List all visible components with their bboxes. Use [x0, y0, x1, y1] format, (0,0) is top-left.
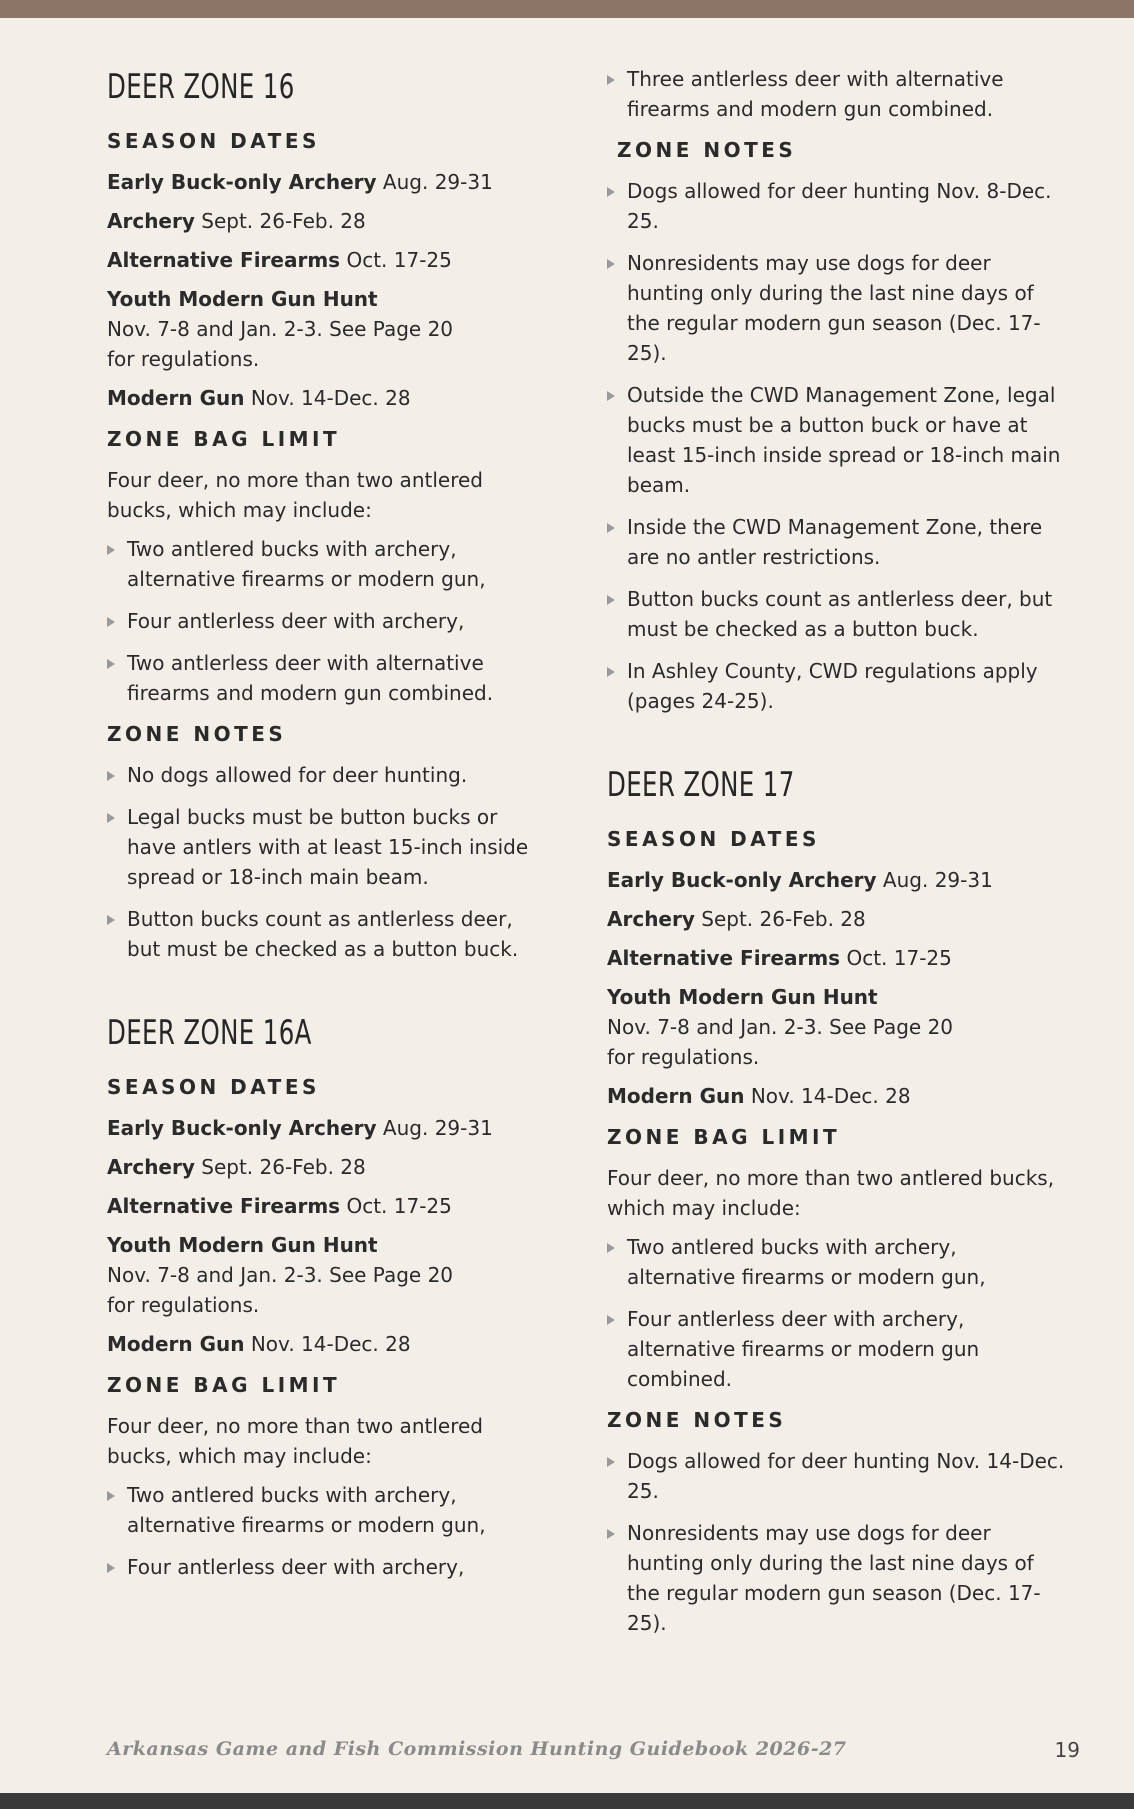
deer-zone-16	[107, 62, 547, 964]
bullet-triangle-icon	[607, 1243, 615, 1253]
archery-label: Archery	[107, 209, 195, 233]
modern-gun-date: Nov. 14-Dec. 28	[750, 1084, 911, 1108]
list-item-text: Two antlered bucks with archery, alternative firearms or modern gun,	[627, 1235, 986, 1289]
list-item	[607, 248, 1067, 368]
zone-notes-heading: ZONE NOTES	[617, 138, 797, 162]
youth-hunt-line	[607, 982, 1067, 1072]
modern-gun-line	[107, 383, 547, 413]
archery-label: Archery	[107, 1155, 195, 1179]
alt-firearms-date: Oct. 17-25	[346, 248, 452, 272]
archery-date: Sept. 26-Feb. 28	[201, 209, 366, 233]
early-archery-line	[607, 865, 1067, 895]
season-dates-heading: SEASON DATES	[107, 1075, 320, 1099]
bullet-triangle-icon	[607, 75, 615, 85]
zone-notes-heading: ZONE NOTES	[107, 722, 287, 746]
list-item-text: Four antlerless deer with archery,	[127, 1555, 465, 1579]
list-item	[107, 606, 547, 636]
list-item-text: Two antlered bucks with archery, alternative firearms or modern gun,	[127, 537, 486, 591]
bullet-triangle-icon	[107, 813, 115, 823]
bullet-triangle-icon	[107, 659, 115, 669]
bullet-triangle-icon	[107, 1491, 115, 1501]
early-archery-label: Early Buck-only Archery	[107, 1116, 377, 1140]
deer-zone-16a-continued	[607, 64, 1067, 716]
season-dates-heading: SEASON DATES	[107, 129, 320, 153]
bullet-triangle-icon	[107, 771, 115, 781]
list-item	[607, 512, 1067, 572]
bag-limit-list-continued	[607, 64, 1067, 124]
bullet-triangle-icon	[607, 1529, 615, 1539]
list-item-text: Four antlerless deer with archery, alternative firearms or modern gun combined.	[627, 1307, 980, 1391]
bullet-triangle-icon	[107, 1563, 115, 1573]
list-item-text: Three antlerless deer with alternative firearms and modern gun combined.	[627, 67, 1004, 121]
bag-limit-intro: Four deer, no more than two antlered bucks, which may include:	[107, 468, 483, 522]
list-item-text: Two antlerless deer with alternative firearms and modern gun combined.	[127, 651, 494, 705]
bullet-triangle-icon	[607, 391, 615, 401]
list-item-text: In Ashley County, CWD regulations apply (pages 24-25).	[627, 659, 1038, 713]
zone-title: DEER ZONE 17	[607, 765, 795, 805]
early-archery-date: Aug. 29-31	[382, 1116, 493, 1140]
top-border	[0, 0, 1134, 18]
alt-firearms-date: Oct. 17-25	[346, 1194, 452, 1218]
alt-firearms-label: Alternative Firearms	[107, 1194, 341, 1218]
youth-hunt-dates: Nov. 7-8 and Jan. 2-3. See Page 20	[107, 317, 454, 341]
list-item	[107, 1552, 547, 1582]
bag-limit-list	[107, 534, 547, 708]
right-column	[607, 64, 1067, 1650]
list-item-text: Button bucks count as antlerless deer, but must be checked as a button buck.	[127, 907, 519, 961]
modern-gun-date: Nov. 14-Dec. 28	[250, 386, 411, 410]
youth-hunt-label: Youth Modern Gun Hunt	[107, 1233, 378, 1257]
list-item	[107, 802, 547, 892]
zone-title: DEER ZONE 16	[107, 67, 295, 107]
zone-notes-heading: ZONE NOTES	[607, 1408, 787, 1432]
youth-hunt-label: Youth Modern Gun Hunt	[107, 287, 378, 311]
zone-title: DEER ZONE 16A	[107, 1013, 312, 1053]
youth-hunt-label: Youth Modern Gun Hunt	[607, 985, 878, 1009]
alt-firearms-line	[107, 1191, 547, 1221]
bullet-triangle-icon	[107, 545, 115, 555]
alt-firearms-line	[607, 943, 1067, 973]
archery-date: Sept. 26-Feb. 28	[201, 1155, 366, 1179]
modern-gun-line	[607, 1081, 1067, 1111]
early-archery-label: Early Buck-only Archery	[607, 868, 877, 892]
bag-limit-intro: Four deer, no more than two antlered bucks, which may include:	[107, 1414, 483, 1468]
list-item	[107, 648, 547, 708]
list-item	[107, 534, 547, 594]
early-archery-line	[107, 167, 547, 197]
bag-limit-list	[107, 1480, 547, 1582]
youth-hunt-line	[107, 284, 547, 374]
youth-hunt-line	[107, 1230, 547, 1320]
bag-limit-heading: ZONE BAG LIMIT	[107, 1373, 341, 1397]
alt-firearms-line	[107, 245, 547, 275]
alt-firearms-label: Alternative Firearms	[107, 248, 341, 272]
list-item-text: Four antlerless deer with archery,	[127, 609, 465, 633]
early-archery-date: Aug. 29-31	[382, 170, 493, 194]
early-archery-date: Aug. 29-31	[882, 868, 993, 892]
list-item-text: No dogs allowed for deer hunting.	[127, 763, 468, 787]
zone-notes-list	[607, 176, 1067, 716]
modern-gun-line	[107, 1329, 547, 1359]
youth-hunt-dates: Nov. 7-8 and Jan. 2-3. See Page 20	[607, 1015, 954, 1039]
bullet-triangle-icon	[607, 187, 615, 197]
season-dates-heading: SEASON DATES	[607, 827, 820, 851]
bullet-triangle-icon	[607, 595, 615, 605]
bullet-triangle-icon	[607, 1315, 615, 1325]
bullet-triangle-icon	[607, 259, 615, 269]
list-item	[607, 64, 1067, 124]
youth-hunt-regs: for regulations.	[107, 347, 260, 371]
list-item-text: Nonresidents may use dogs for deer hunting only during the last nine days of the regular modern gun season (Dec. 17-25).	[627, 1521, 1041, 1635]
archery-line	[107, 206, 547, 236]
bag-limit-heading: ZONE BAG LIMIT	[107, 427, 341, 451]
list-item	[607, 1446, 1067, 1506]
bullet-triangle-icon	[607, 667, 615, 677]
youth-hunt-regs: for regulations.	[107, 1293, 260, 1317]
zone-notes-list	[607, 1446, 1067, 1638]
list-item-text: Inside the CWD Management Zone, there are no antler restrictions.	[627, 515, 1043, 569]
bullet-triangle-icon	[107, 617, 115, 627]
youth-hunt-regs: for regulations.	[607, 1045, 760, 1069]
bag-limit-intro: Four deer, no more than two antlered bucks, which may include:	[607, 1166, 1055, 1220]
zone-notes-list	[107, 760, 547, 964]
bullet-triangle-icon	[607, 523, 615, 533]
list-item	[607, 1304, 1067, 1394]
list-item	[107, 760, 547, 790]
list-item-text: Dogs allowed for deer hunting Nov. 14-Dec. 25.	[627, 1449, 1065, 1503]
modern-gun-label: Modern Gun	[607, 1084, 745, 1108]
alt-firearms-label: Alternative Firearms	[607, 946, 841, 970]
list-item	[607, 380, 1067, 500]
alt-firearms-date: Oct. 17-25	[846, 946, 952, 970]
list-item	[107, 1480, 547, 1540]
youth-hunt-dates: Nov. 7-8 and Jan. 2-3. See Page 20	[107, 1263, 454, 1287]
archery-line	[107, 1152, 547, 1182]
list-item-text: Nonresidents may use dogs for deer hunting only during the last nine days of the regular modern gun season (Dec. 17-25).	[627, 251, 1041, 365]
list-item-text: Legal bucks must be button bucks or have antlers with at least 15-inch inside spread or 18-inch main beam.	[127, 805, 529, 889]
left-column	[107, 62, 547, 1594]
deer-zone-16a	[107, 1008, 547, 1582]
list-item	[107, 904, 547, 964]
guidebook-footer-title: Arkansas Game and Fish Commission Hunting Guidebook 2026-27	[107, 1738, 847, 1760]
list-item-text: Two antlered bucks with archery, alternative firearms or modern gun,	[127, 1483, 486, 1537]
list-item	[607, 584, 1067, 644]
deer-zone-17	[607, 760, 1067, 1638]
bag-limit-list	[607, 1232, 1067, 1394]
bullet-triangle-icon	[107, 915, 115, 925]
page-number: 19	[1054, 1738, 1080, 1762]
early-archery-label: Early Buck-only Archery	[107, 170, 377, 194]
archery-label: Archery	[607, 907, 695, 931]
bullet-triangle-icon	[607, 1457, 615, 1467]
list-item-text: Dogs allowed for deer hunting Nov. 8-Dec. 25.	[627, 179, 1052, 233]
list-item	[607, 1518, 1067, 1638]
modern-gun-date: Nov. 14-Dec. 28	[250, 1332, 411, 1356]
archery-date: Sept. 26-Feb. 28	[701, 907, 866, 931]
list-item-text: Button bucks count as antlerless deer, but must be checked as a button buck.	[627, 587, 1053, 641]
bag-limit-heading: ZONE BAG LIMIT	[607, 1125, 841, 1149]
list-item	[607, 1232, 1067, 1292]
list-item-text: Outside the CWD Management Zone, legal bucks must be a button buck or have at least 15-inch inside spread or 18-inch main beam.	[627, 383, 1061, 497]
list-item	[607, 176, 1067, 236]
archery-line	[607, 904, 1067, 934]
modern-gun-label: Modern Gun	[107, 386, 245, 410]
bottom-border	[0, 1793, 1134, 1809]
modern-gun-label: Modern Gun	[107, 1332, 245, 1356]
list-item	[607, 656, 1067, 716]
early-archery-line	[107, 1113, 547, 1143]
